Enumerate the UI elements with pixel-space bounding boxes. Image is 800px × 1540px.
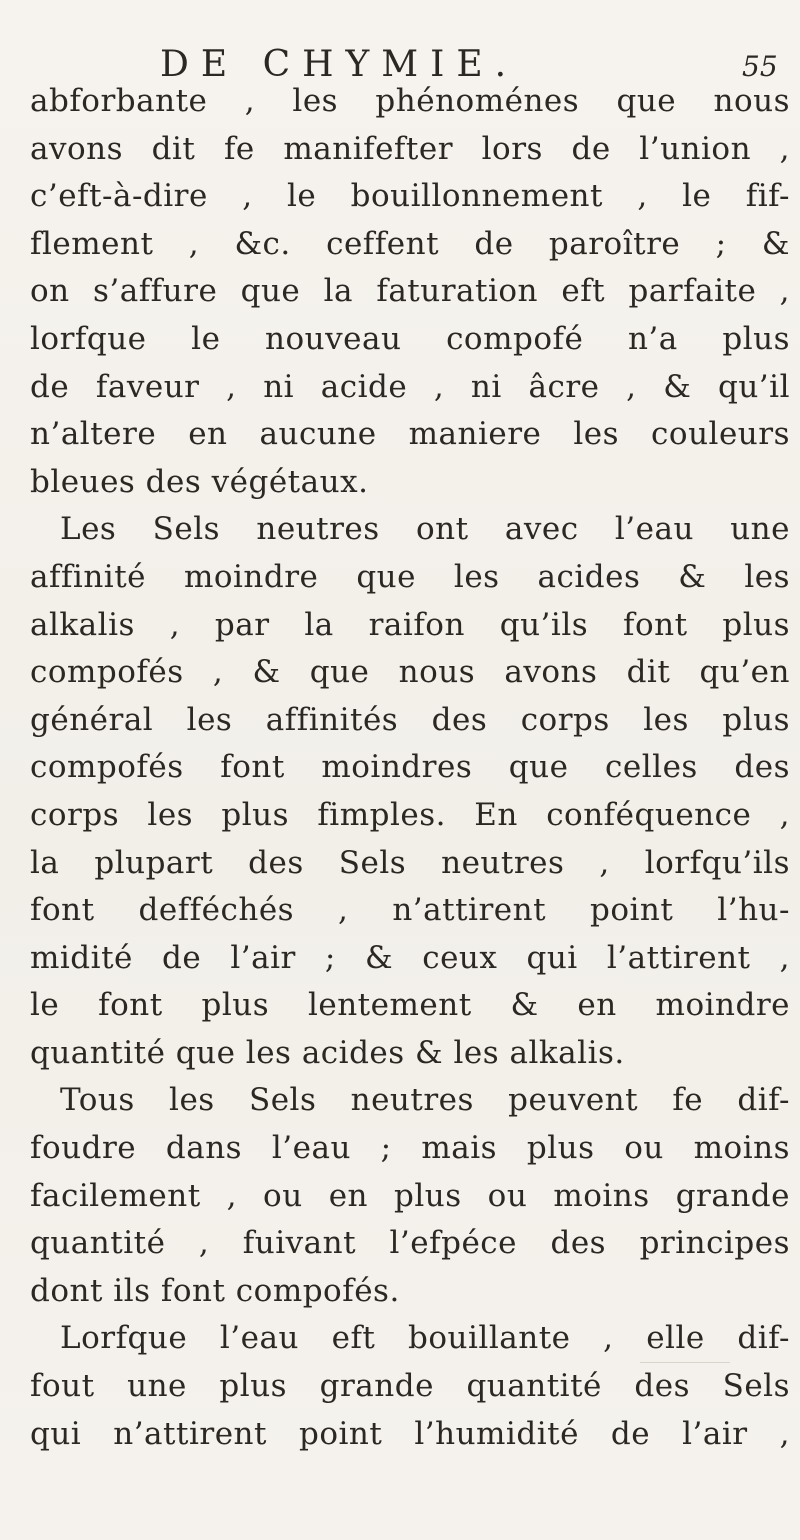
text-line: flement , &c. ceffent de paroître ; & bbox=[30, 225, 790, 262]
text-line: compofés , & que nous avons dit qu’en bbox=[30, 654, 790, 691]
text-line: midité de l’air ; & ceux qui l’attirent , bbox=[30, 939, 790, 976]
text-line: n’altere en aucune maniere les couleurs bbox=[30, 416, 790, 453]
paragraph-start-line: Tous les Sels neutres peuvent fe dif- bbox=[60, 1082, 790, 1119]
paragraph-start-line: Lorfque l’eau eft bouillante , elle dif- bbox=[60, 1320, 790, 1357]
text-line: font defféchés , n’attirent point l’hu- bbox=[30, 892, 790, 929]
text-line: le font plus lentement & en moindre bbox=[30, 987, 790, 1024]
text-line: foudre dans l’eau ; mais plus ou moins bbox=[30, 1130, 790, 1167]
text-line: dont ils font compofés. bbox=[30, 1272, 400, 1309]
text-line: affinité moindre que les acides & les bbox=[30, 558, 790, 595]
text-line: quantité que les acides & les alkalis. bbox=[30, 1034, 625, 1071]
running-head: DE CHYMIE. bbox=[160, 44, 519, 85]
text-line: la plupart des Sels neutres , lorfqu’ils bbox=[30, 844, 790, 881]
text-line: lorfque le nouveau compofé n’a plus bbox=[30, 320, 790, 357]
paragraph-start-line: Les Sels neutres ont avec l’eau une bbox=[60, 511, 790, 548]
text-line: quantité , fuivant l’efpéce des principes bbox=[30, 1225, 790, 1262]
text-line: de faveur , ni acide , ni âcre , & qu’il bbox=[30, 368, 790, 405]
text-line: bleues des végétaux. bbox=[30, 463, 369, 500]
page-number: 55 bbox=[742, 50, 778, 83]
text-line: facilement , ou en plus ou moins grande bbox=[30, 1177, 790, 1214]
text-line: alkalis , par la raifon qu’ils font plus bbox=[30, 606, 790, 643]
faint-rule bbox=[640, 1362, 730, 1363]
body-text bbox=[30, 78, 790, 1458]
text-line: compofés font moindres que celles des bbox=[30, 749, 790, 786]
text-line: on s’affure que la faturation eft parfaite , bbox=[30, 273, 790, 310]
text-line: c’eft-à-dire , le bouillonnement , le fif- bbox=[30, 178, 790, 215]
text-line: avons dit fe manifefter lors de l’union , bbox=[30, 130, 790, 167]
text-line: abforbante , les phénoménes que nous bbox=[30, 83, 790, 119]
text-line: qui n’attirent point l’humidité de l’air , bbox=[30, 1415, 790, 1452]
text-line: général les affinités des corps les plus bbox=[30, 701, 790, 738]
text-line: corps les plus fimples. En conféquence , bbox=[30, 796, 790, 833]
text-line: fout une plus grande quantité des Sels bbox=[30, 1368, 790, 1405]
